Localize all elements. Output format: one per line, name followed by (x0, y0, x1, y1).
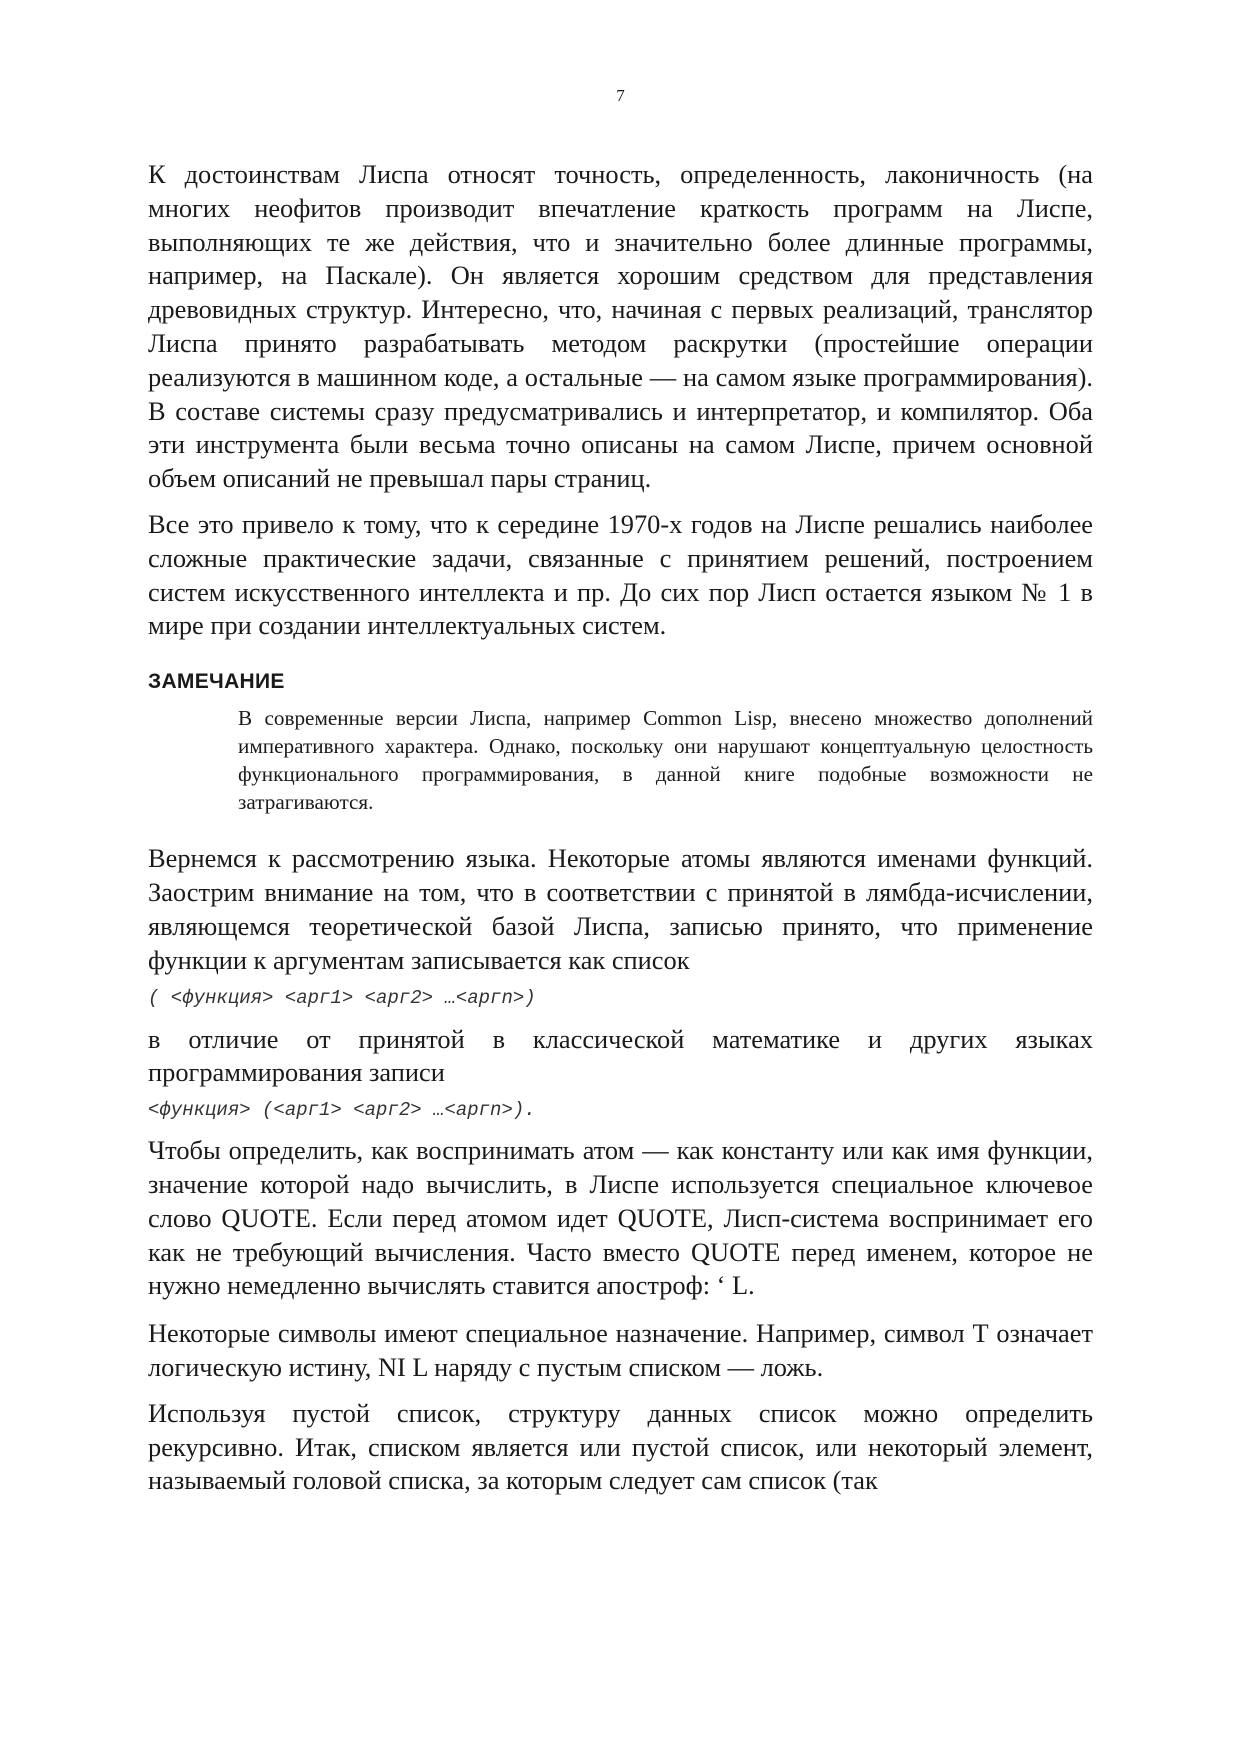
note-heading: ЗАМЕЧАНИЕ (148, 670, 285, 694)
code-lisp-call: ( <функция> <арг1> <арг2> …<аргn>) (148, 986, 536, 1009)
paragraph-function-notation: Вернемся к рассмотрению языка. Некоторые атомы являются именами функций. Заострим внимание на том, что в соответствии с принятой в лямбда-исчислении, являющемся теоретической базой Лиспа, записью принято, что применение функции к аргументам записывается как список (148, 843, 1093, 975)
note-body: В современные версии Лиспа, например Common Lisp, внесено множество дополнений императивного характера. Однако, поскольку они нарушают концептуальную целостность функционального программирования, в данной книге подобные возможности не затрагиваются. (238, 706, 1093, 814)
paragraph-math-notation: в отличие от принятой в классической математике и других языках программирования записи (148, 1023, 1093, 1088)
page-body (148, 158, 1093, 1498)
paragraph-lisp-history: Все это привело к тому, что к середине 1970-х годов на Лиспе решались наиболее сложные практические задачи, связанные с принятием решений, построением систем искусственного интеллекта и пр. До сих пор Лисп остается языком № 1 в мире при создании интеллектуальных систем. (148, 508, 1093, 641)
paragraph-lisp-advantages: К достоинствам Лиспа относят точность, определенность, лаконичность (на многих неофитов производит впечатление краткость программ на Лиспе, выполняющих те же действия, что и значительно более длинные программы, например, на Паскале). Он является хорошим средством для представления древовидных структур. Интересно, что, начиная с первых реализаций, транслятор Лиспа принято разрабатывать методом раскрутки (простейшие операции реализуются в машинном коде, а остальные — на самом языке программирования). В составе системы сразу предусматривались и интерпретатор, и компилятор. Оба эти инструмента были весьма точно описаны на самом Лиспе, причем основной объем описаний не превышал пары страниц. (148, 159, 1093, 494)
paragraph-quote: Чтобы определить, как воспринимать атом — как константу или как имя функции, значение которой надо вычислить, в Лиспе используется специальное ключевое слово QUOTE. Если перед атомом идет QUOTE, Лисп-система воспринимает его как не требующий вычисления. Часто вместо QUOTE перед именем, которое не нужно немедленно вычислять ставится апостроф: ‘ L. (148, 1135, 1093, 1301)
page-number: 7 (616, 86, 625, 105)
code-math-call: <функция> (<арг1> <арг2> …<аргn>). (148, 1099, 536, 1122)
paragraph-special-symbols: Некоторые символы имеют специальное назначение. Например, символ Т означает логическую истину, NI L наряду с пустым списком — ложь. (148, 1318, 1093, 1382)
paragraph-list-definition: Используя пустой список, структуру данных список можно определить рекурсивно. Итак, списком является или пустой список, или некоторый элемент, называемый головой списка, за которым следует сам список (так (148, 1397, 1093, 1496)
